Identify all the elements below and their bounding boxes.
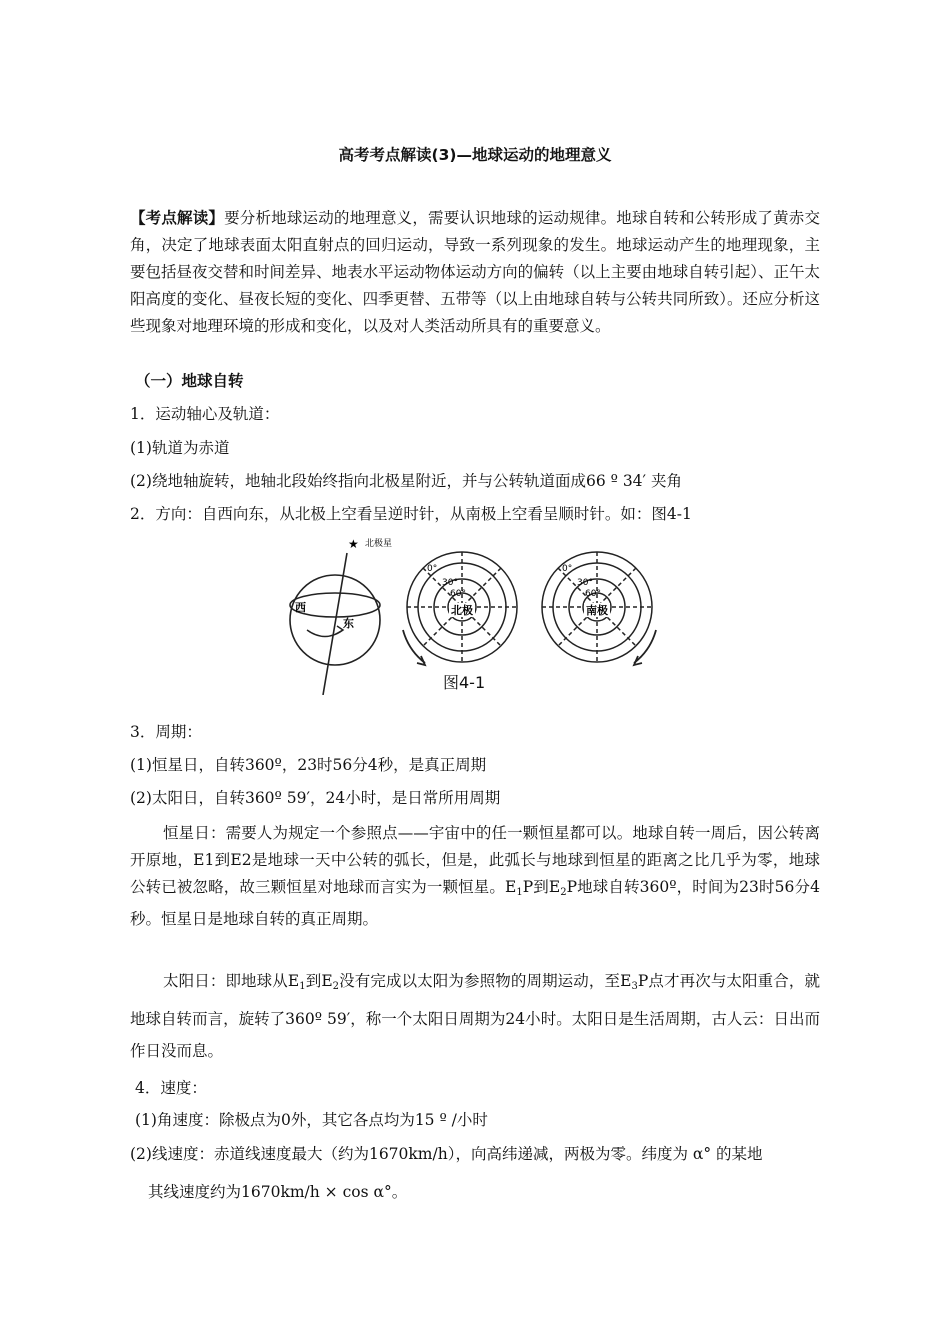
section-heading: （一）地球自转 <box>135 372 244 390</box>
north-sixty-label: 60° <box>450 589 466 599</box>
west-label: 西 <box>295 601 306 614</box>
east-label: 东 <box>343 617 354 630</box>
solar-day-paragraph: 太阳日：即地球从$E_1$到$E_2$没有完成以太阳为参照物的周期运动，至$E_3P$点才再次与太阳重合，就地球自转而言，旋转了360º 59′，称一个太阳日周期为24小时。太阳日是生活周期，古人云：日出而作日没而息。 <box>130 972 820 1060</box>
axis-item-2: (2)绕地轴旋转，地轴北段始终指向北极星附近，并与公转轨道面成66 º 34′ 夹角 <box>130 472 682 490</box>
star-icon: ★ <box>348 537 359 551</box>
axis-item-1: (1)轨道为赤道 <box>130 439 230 457</box>
axis-heading: 1．运动轴心及轨道： <box>130 405 280 423</box>
globe-diagram <box>290 553 380 695</box>
north-zero-label: 0° <box>427 564 438 574</box>
north-thirty-label: 30° <box>442 578 458 588</box>
intro-label: 【考点解读】 <box>130 208 225 227</box>
speed-item-1: (1)角速度：除极点为0外，其它各点均为15 º /小时 <box>135 1111 488 1129</box>
north-star-label: 北极星 <box>365 539 393 549</box>
period-item-2: (2)太阳日，自转360º 59′，24小时，是日常所用周期 <box>130 789 501 807</box>
speed-item-2: (2)线速度：赤道线速度最大（约为1670km/h），向高纬递减，两极为零。纬度为 α° 的某地 <box>130 1145 763 1163</box>
south-zero-label: 0° <box>562 564 573 574</box>
intro-text: 要分析地球运动的地理意义，需要认识地球的运动规律。地球自转和公转形成了黄赤交角，决定了地球表面太阳直射点的回归运动，导致一系列现象的发生。地球运动产生的地理现象，主要包括昼夜交替和时间差异、地表水平运动物体运动方向的偏转（以上主要由地球自转引起）、正午太阳高度的变化、昼夜长短的变化、四季更替、五带等（以上由地球自转与公转共同所致）。还应分析这些现象对地理环境的形成和变化，以及对人类活动所具有的重要意义。 <box>130 209 820 335</box>
south-pole-label: 南极 <box>586 604 608 617</box>
page-title: 高考考点解读(3)—地球运动的地理意义 <box>338 146 612 164</box>
north-pole-label: 北极 <box>451 604 473 617</box>
intro-paragraph <box>130 204 820 340</box>
speed-heading: 4．速度： <box>135 1079 207 1097</box>
period-heading: 3．周期： <box>130 723 202 741</box>
period-item-1: (1)恒星日，自转360º，23时56分4秒，是真正周期 <box>130 756 487 774</box>
south-sixty-label: 60° <box>585 589 601 599</box>
direction-line: 2．方向：自西向东，从北极上空看呈逆时针，从南极上空看呈顺时针。如：图4-1 <box>130 505 692 523</box>
sidereal-day-paragraph: 恒星日：需要人为规定一个参照点——宇宙中的任一颗恒星都可以。地球自转一周后，因公转离开原地，E1到E2是地球一天中公转的弧长，但是，此弧长与地球到恒星的距离之比几乎为零，地球公转已被忽略，故三颗恒星对地球而言实为一颗恒星。$E_1P$到$E_2P$地球自转360º，时间为23时56分4秒。恒星日是地球自转的真正周期。 <box>130 824 820 928</box>
speed-item-2-cont: 其线速度约为1670km/h × cos α°。 <box>148 1183 408 1201</box>
south-thirty-label: 30° <box>577 578 593 588</box>
figure-caption: 图4-1 <box>443 673 486 692</box>
